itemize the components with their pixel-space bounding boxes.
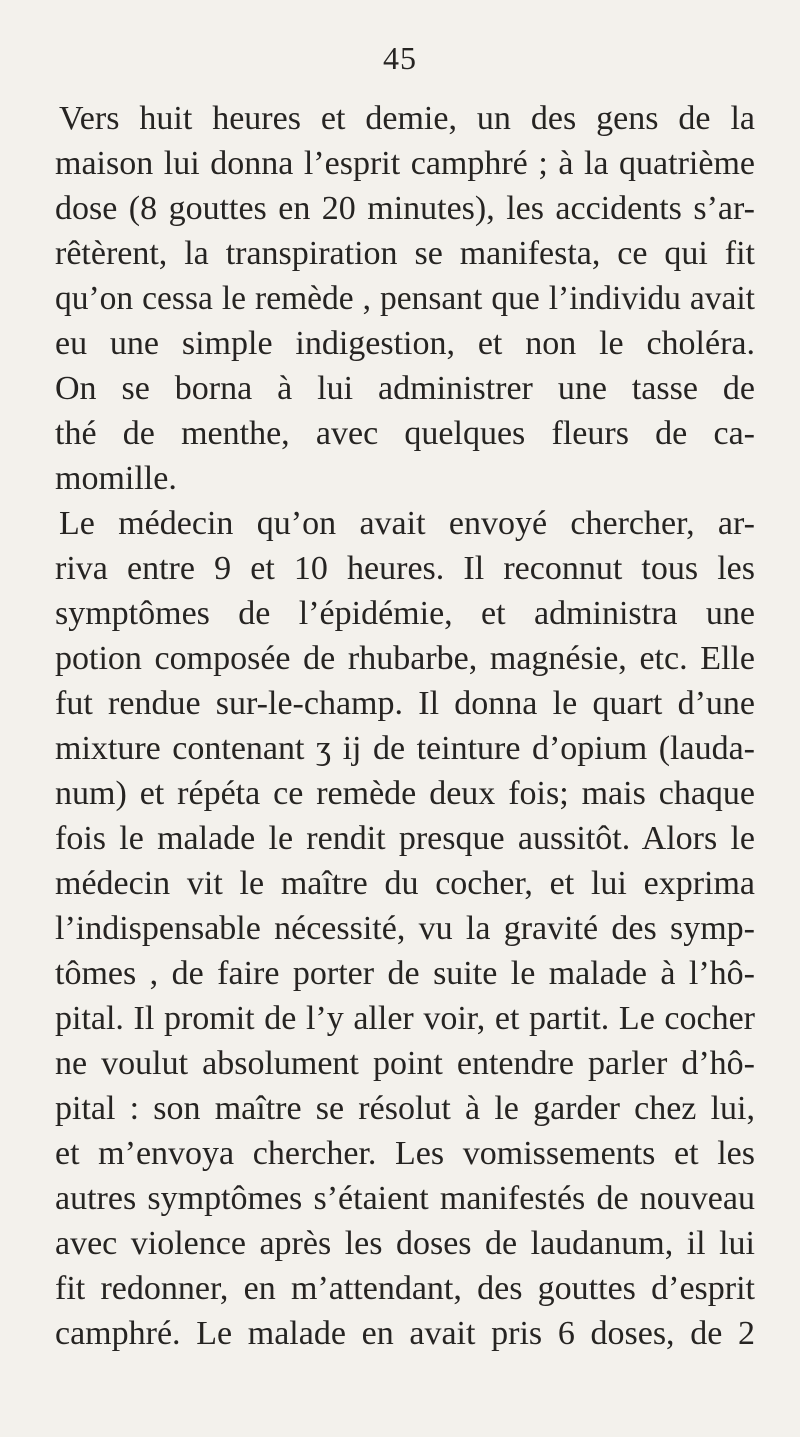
text-line: fois le malade le rendit presque aussitôt. Alors le — [55, 820, 755, 857]
text-line: symptômes de l’épidémie, et administra une — [55, 595, 755, 632]
text-line: tômes , de faire porter de suite le malade à l’hô- — [55, 955, 755, 992]
text-line: autres symptômes s’étaient manifestés de nouveau — [55, 1180, 755, 1217]
text-line: On se borna à lui administrer une tasse de — [55, 370, 755, 407]
page-number: 45 — [383, 40, 417, 76]
text-line: Le médecin qu’on avait envoyé chercher, ar- — [59, 505, 755, 542]
text-line: riva entre 9 et 10 heures. Il reconnut tous les — [55, 550, 755, 587]
body-text — [55, 96, 755, 1356]
text-line: et m’envoya chercher. Les vomissements et les — [55, 1135, 755, 1172]
text-line: rêtèrent, la transpiration se manifesta, ce qui fit — [55, 235, 755, 272]
text-line: l’indispensable nécessité, vu la gravité des symp- — [55, 910, 755, 947]
text-line: qu’on cessa le remède , pensant que l’individu avait — [55, 280, 755, 317]
text-line: potion composée de rhubarbe, magnésie, etc. Elle — [55, 640, 755, 677]
text-line: maison lui donna l’esprit camphré ; à la quatrième — [55, 145, 755, 182]
text-line: ne voulut absolument point entendre parler d’hô- — [55, 1045, 755, 1082]
text-line: Vers huit heures et demie, un des gens de la — [59, 100, 755, 137]
text-line: camphré. Le malade en avait pris 6 doses, de 2 — [55, 1315, 755, 1352]
text-line: avec violence après les doses de laudanum, il lui — [55, 1225, 755, 1262]
text-line: médecin vit le maître du cocher, et lui exprima — [55, 865, 755, 902]
text-line: fut rendue sur-le-champ. Il donna le quart d’une — [55, 685, 755, 722]
text-line: pital : son maître se résolut à le garder chez lui, — [55, 1090, 755, 1127]
text-line: thé de menthe, avec quelques fleurs de ca- — [55, 415, 755, 452]
text-line: num) et répéta ce remède deux fois; mais chaque — [55, 775, 755, 812]
text-line: momille. — [55, 460, 177, 497]
text-line: pital. Il promit de l’y aller voir, et partit. Le cocher — [55, 1000, 755, 1037]
text-line: dose (8 gouttes en 20 minutes), les accidents s’ar- — [55, 190, 755, 227]
text-line: fit redonner, en m’attendant, des gouttes d’esprit — [55, 1270, 755, 1307]
text-line: eu une simple indigestion, et non le choléra. — [55, 325, 755, 362]
text-line: mixture contenant ʒ ij de teinture d’opium (lauda- — [55, 730, 755, 767]
